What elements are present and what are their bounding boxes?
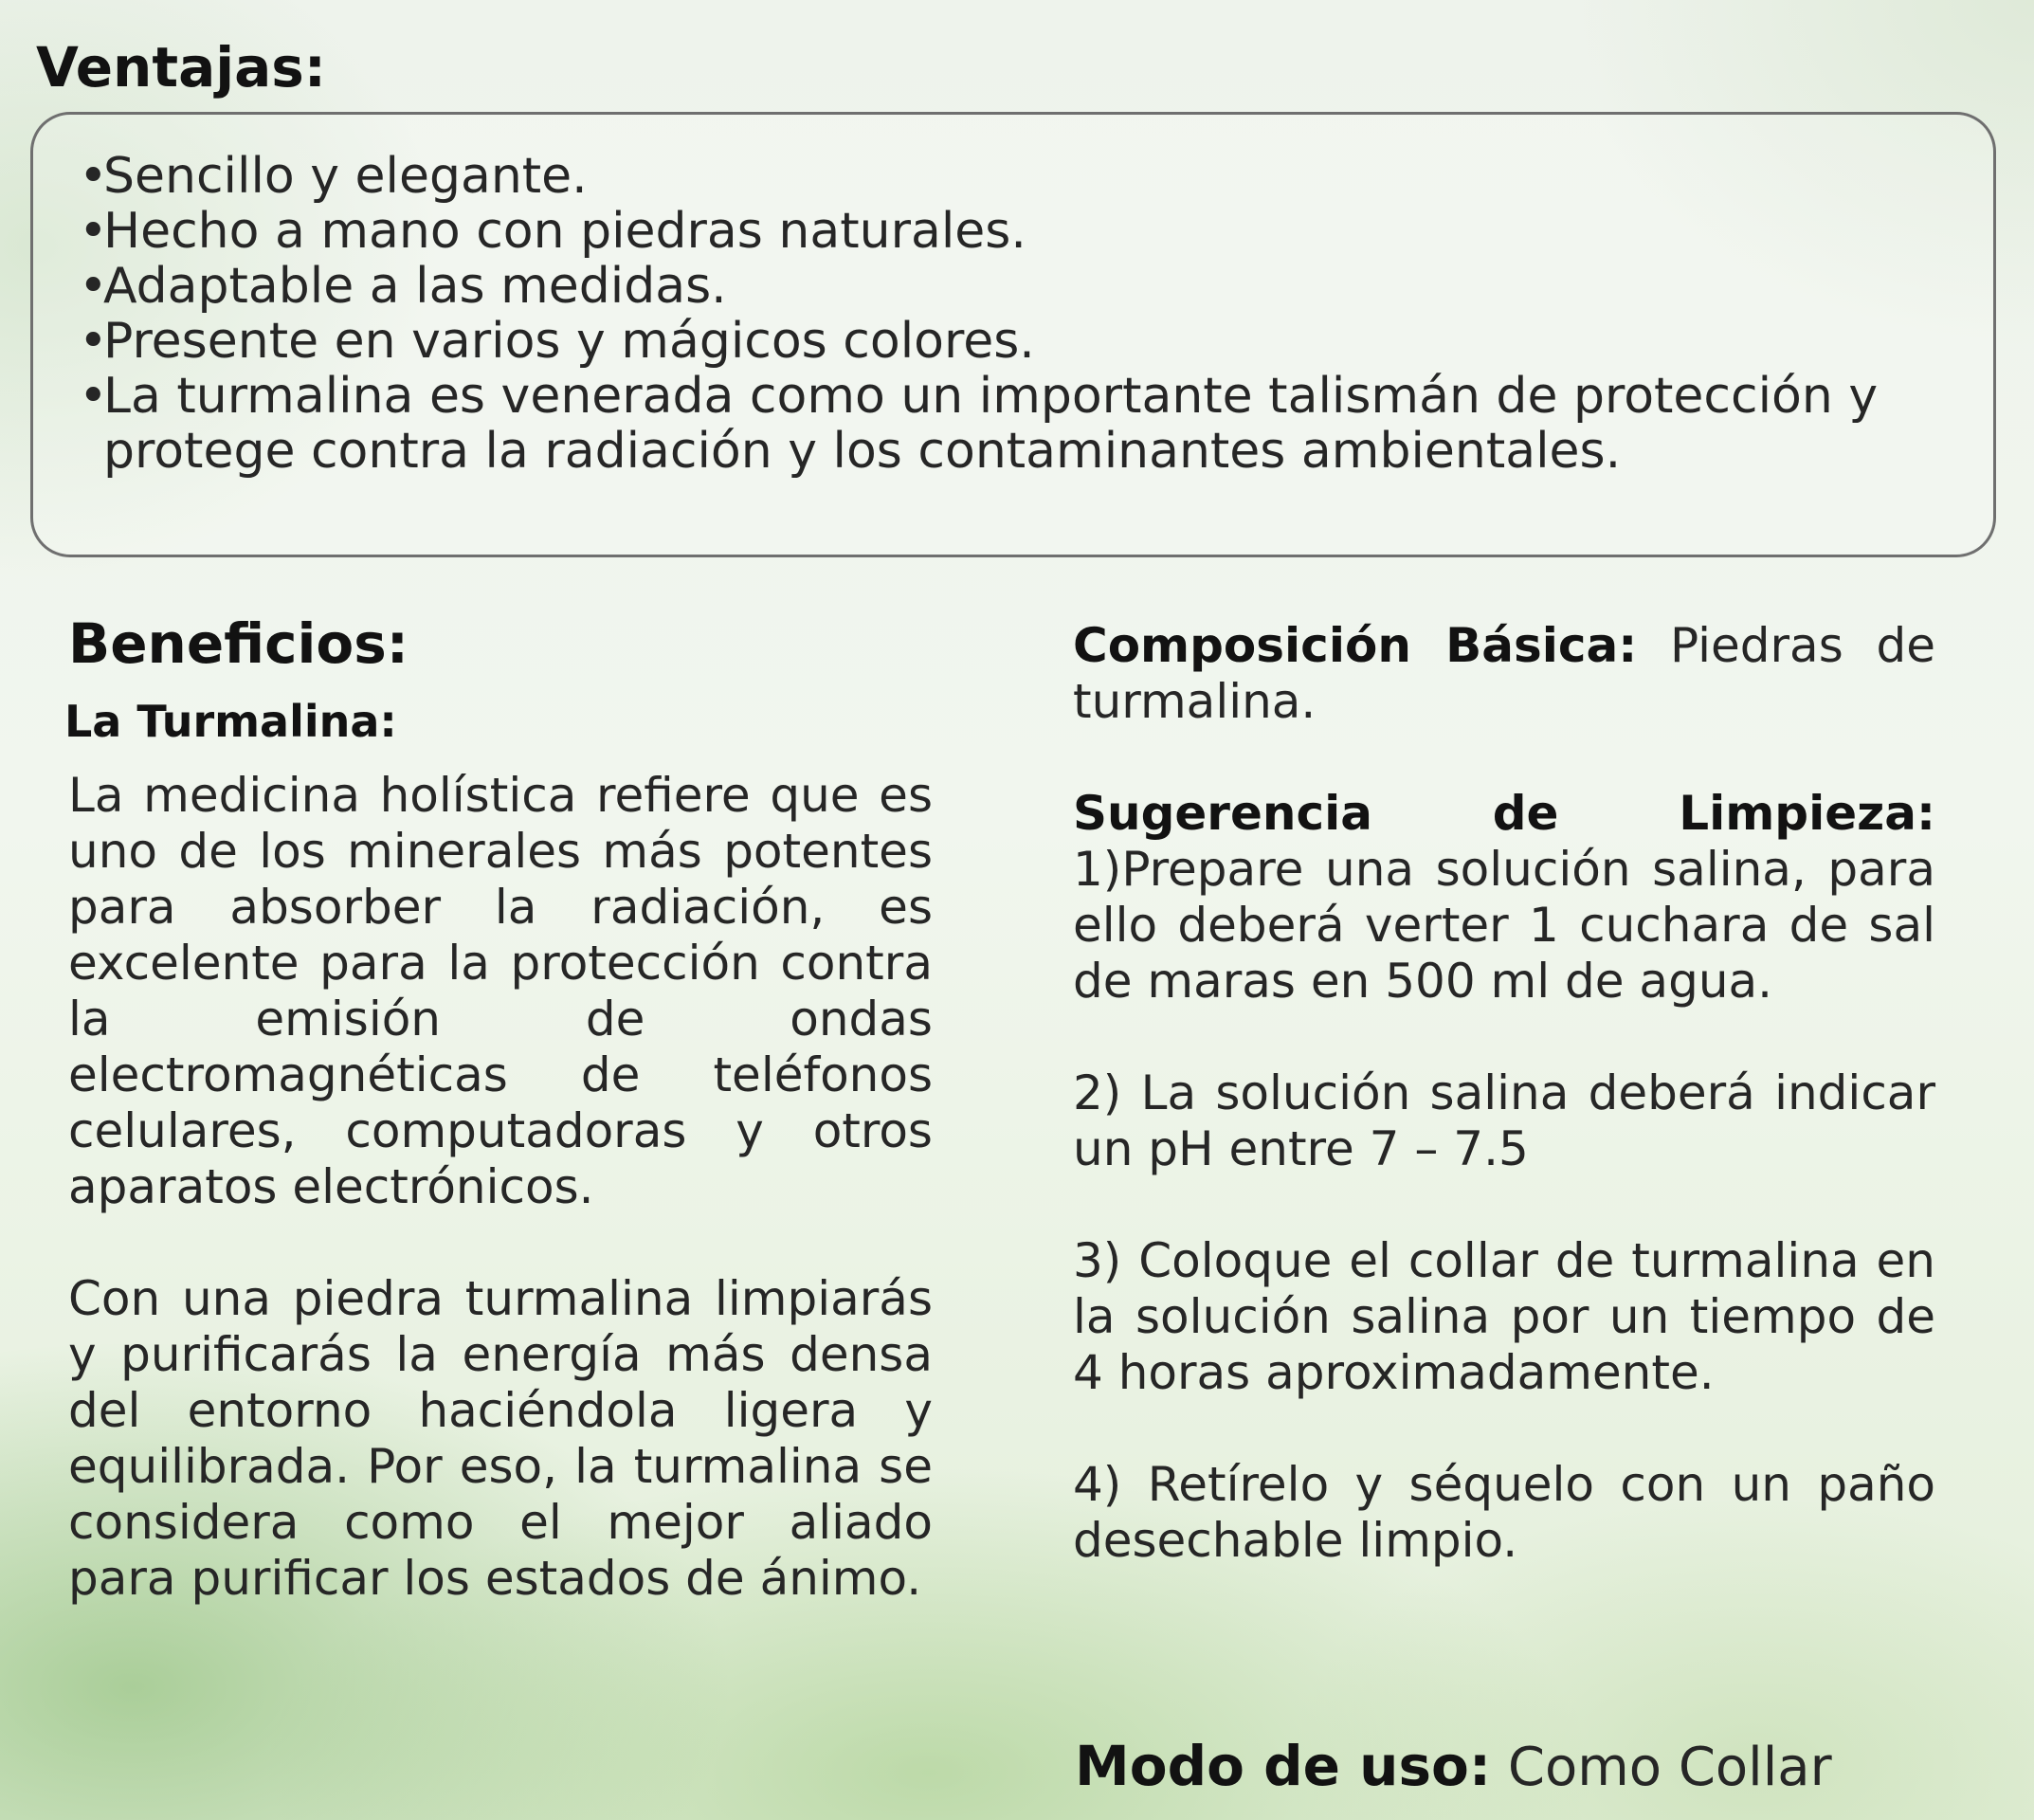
beneficios-heading: Beneficios: bbox=[68, 611, 409, 676]
list-item bbox=[75, 369, 1961, 479]
list-item-text: Presente en varios y mágicos colores. bbox=[103, 313, 1035, 370]
bullet-icon: • bbox=[79, 203, 108, 260]
ventajas-list bbox=[75, 149, 1961, 479]
modo-uso bbox=[1075, 1734, 1832, 1798]
limpieza-step-1: 1)Prepare una solución salina, para ello deberá verter 1 cuchara de sal de maras en 500 ml de agua. bbox=[1073, 842, 1935, 1009]
list-item bbox=[75, 314, 1961, 369]
limpieza-heading: Sugerencia de Limpieza: bbox=[1073, 786, 1935, 841]
info-column bbox=[1073, 618, 1935, 1569]
turmalina-subheading: La Turmalina: bbox=[64, 696, 397, 747]
limpieza-step-4: 4) Retírelo y séquelo con un paño desechable limpio. bbox=[1073, 1457, 1935, 1568]
list-item bbox=[75, 149, 1961, 204]
beneficios-text bbox=[68, 768, 933, 1607]
list-item-text: Sencillo y elegante. bbox=[103, 148, 588, 205]
modo-uso-label: Modo de uso: bbox=[1075, 1734, 1492, 1798]
bullet-icon: • bbox=[79, 148, 108, 205]
limpieza-step-2: 2) La solución salina deberá indicar un pH entre 7 – 7.5 bbox=[1073, 1065, 1935, 1176]
list-item bbox=[75, 204, 1961, 259]
composicion-value: Piedras de turmalina. bbox=[1073, 618, 1935, 729]
ventajas-box bbox=[30, 112, 1996, 557]
composicion-label: Composición Básica: bbox=[1073, 618, 1638, 673]
beneficios-paragraph-1: La medicina holística refiere que es uno de los minerales más potentes para absorber la radiación, es excelente para la protección contra la emisión de ondas electromagnéticas de teléfonos celulares, computadoras y otros aparatos electrónicos. bbox=[68, 768, 933, 1214]
list-item-text: Hecho a mano con piedras naturales. bbox=[103, 203, 1026, 260]
beneficios-paragraph-2: Con una piedra turmalina limpiarás y purificarás la energía más densa del entorno haciéndola ligera y equilibrada. Por eso, la turmalina se considera como el mejor aliado para purificar los estados de ánimo. bbox=[68, 1271, 933, 1606]
bullet-icon: • bbox=[79, 368, 108, 425]
bullet-icon: • bbox=[79, 258, 108, 315]
composicion-block bbox=[1073, 618, 1935, 730]
list-item bbox=[75, 259, 1961, 314]
modo-uso-value: Como Collar bbox=[1507, 1737, 1832, 1798]
list-item-text: La turmalina es venerada como un importante talismán de protección y protege contra la radiación y los contaminantes ambientales. bbox=[103, 368, 1879, 480]
ventajas-heading: Ventajas: bbox=[36, 35, 326, 100]
limpieza-step-3: 3) Coloque el collar de turmalina en la solución salina por un tiempo de 4 horas aproximadamente. bbox=[1073, 1233, 1935, 1400]
list-item-text: Adaptable a las medidas. bbox=[103, 258, 727, 315]
bullet-icon: • bbox=[79, 313, 108, 370]
